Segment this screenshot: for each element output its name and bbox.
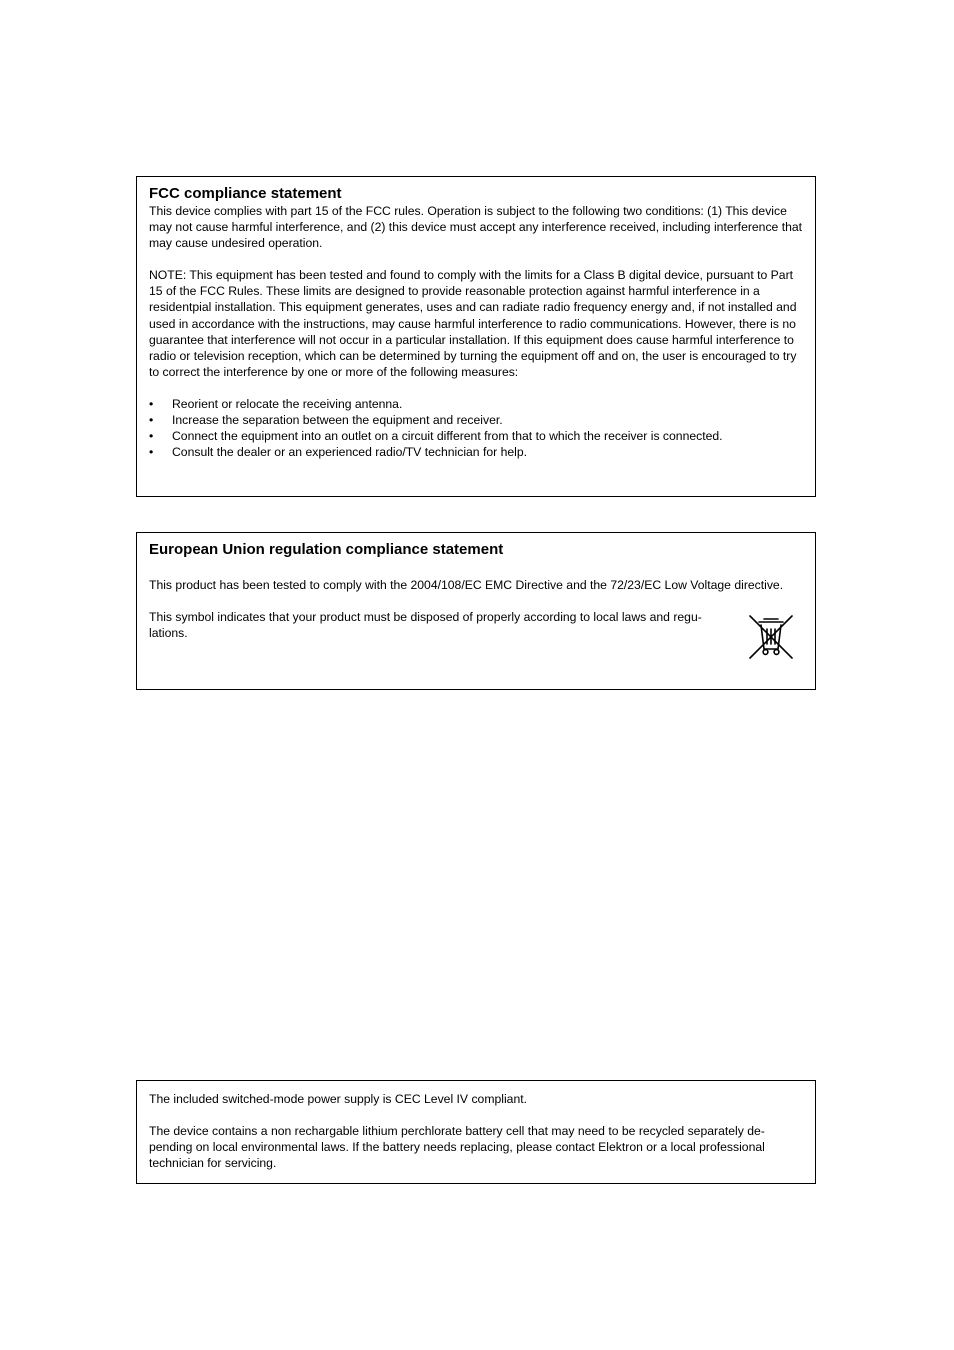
fcc-paragraph-note: NOTE: This equipment has been tested and found to comply with the limits for a Class B digital device, pursuant to Part 15 of the FCC Rules. These limits are designed to provide reasonable protection against harmful interference in a residentpial installation. This equipment generates, uses and can radiate radio frequency energy and, if not installed and used in accordance with the instructions, may cause harmful interference to radio communications. However, there is no guarantee that interference will not occur in a particular installation. If this equipment does cause harmful interference to radio or television reception, which can be determined by turning the equipment off and on, the user is encouraged to try to correct the interference by one or more of the following measures:: [149, 268, 797, 379]
crossed-out-wheelie-bin-icon: [747, 613, 795, 661]
list-item: • Consult the dealer or an experienced radio/TV technician for help.: [149, 445, 528, 460]
eu-paragraph-directives: This product has been tested to comply with the 2004/108/EC EMC Directive and the 72/23/EC Low Voltage directive.: [149, 578, 784, 592]
power-paragraph-battery: The device contains a non rechargable lithium perchlorate battery cell that may need to be recycled separately de-pending on local environmental laws. If the battery needs replacing, please contact Elektron or a local professional technician for servicing.: [149, 1124, 765, 1171]
power-paragraph-cec: The included switched-mode power supply is CEC Level IV compliant.: [149, 1092, 527, 1106]
power-supply-box: [136, 1080, 816, 1184]
eu-title: European Union regulation compliance statement: [149, 541, 504, 558]
fcc-compliance-box: [136, 176, 816, 497]
eu-paragraph-disposal: This symbol indicates that your product must be disposed of properly according to local laws and regu-lations.: [149, 610, 702, 641]
list-item: • Reorient or relocate the receiving antenna.: [149, 396, 403, 411]
eu-compliance-box: [136, 532, 816, 690]
fcc-measures-list: [149, 396, 803, 460]
fcc-paragraph-conditions: This device complies with part 15 of the FCC rules. Operation is subject to the following two conditions: (1) This device may not cause harmful interference, and (2) this device must accept any interference received, including interference that may cause undesired operation.: [149, 204, 803, 251]
list-item: • Increase the separation between the equipment and receiver.: [149, 413, 503, 428]
fcc-title: FCC compliance statement: [149, 185, 342, 202]
list-item: • Connect the equipment into an outlet on a circuit different from that to which the receiver is connected.: [149, 429, 723, 444]
